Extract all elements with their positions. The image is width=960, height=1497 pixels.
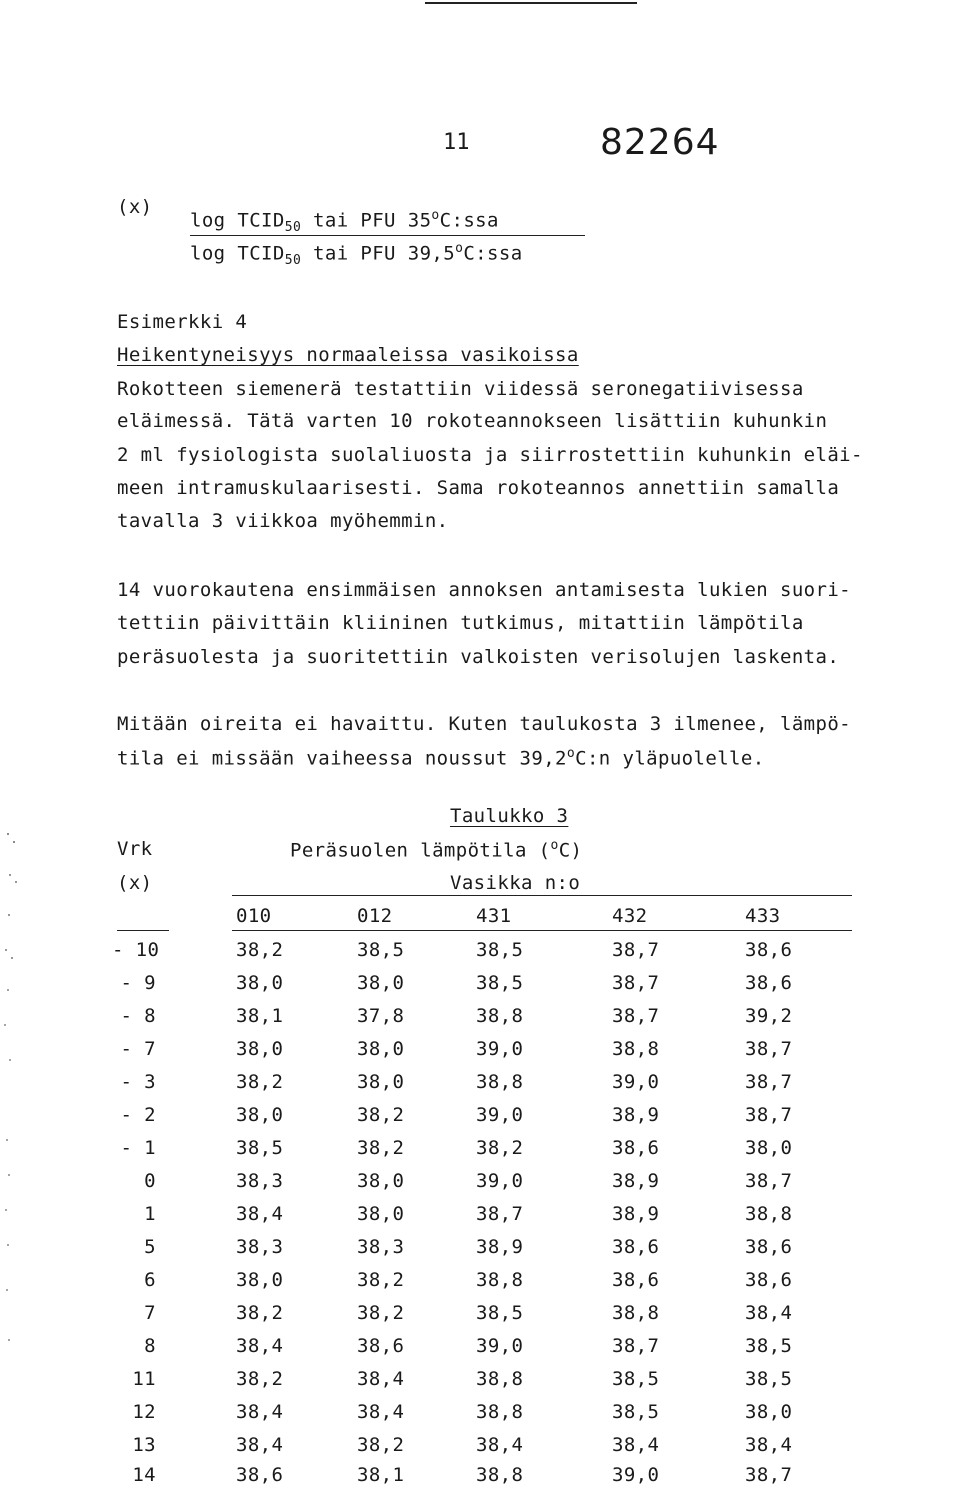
- table-row: [0, 1368, 960, 1401]
- temp-cell: 38,7: [476, 1203, 524, 1225]
- table-row: [0, 1302, 960, 1335]
- group-header-part: Peräsuolen lämpötila (: [290, 839, 551, 862]
- temp-cell: 38,7: [612, 972, 660, 994]
- temp-cell: 38,4: [357, 1368, 405, 1390]
- table-row: [0, 1269, 960, 1302]
- vrk-cell: 12: [132, 1401, 156, 1423]
- para3-line: Mitään oireita ei havaittu. Kuten taulukosta 3 ilmenee, lämpö-: [117, 713, 852, 735]
- calf-header: 012: [357, 905, 393, 927]
- temp-cell: 38,5: [476, 939, 524, 961]
- col-header-vrk: Vrk: [117, 838, 153, 860]
- para1-line: Rokotteen siemenerä testattiin viidessä seronegatiivisessa: [117, 378, 804, 400]
- group-header: [290, 838, 582, 861]
- temp-cell: 38,0: [357, 1170, 405, 1192]
- temp-cell: 38,3: [357, 1236, 405, 1258]
- temp-cell: 38,2: [357, 1434, 405, 1456]
- temp-cell: 38,0: [236, 1104, 284, 1126]
- table-row: [0, 972, 960, 1005]
- denominator-sub: 50: [284, 253, 302, 269]
- header-rule: [232, 895, 852, 896]
- temp-cell: 39,0: [476, 1038, 524, 1060]
- vrk-cell: - 8: [120, 1005, 156, 1027]
- temp-cell: 38,2: [357, 1269, 405, 1291]
- temp-cell: 38,8: [612, 1038, 660, 1060]
- para3-part: C:n yläpuolelle.: [575, 747, 765, 770]
- temp-cell: 39,0: [612, 1071, 660, 1093]
- temp-cell: 38,5: [476, 972, 524, 994]
- numerator-part: C:ssa: [439, 209, 499, 232]
- temp-cell: 38,5: [476, 1302, 524, 1324]
- vrk-cell: 8: [144, 1335, 156, 1357]
- temp-cell: 38,2: [236, 939, 284, 961]
- calf-header: 431: [476, 905, 512, 927]
- temp-cell: 38,7: [745, 1104, 793, 1126]
- temp-cell: 38,8: [476, 1401, 524, 1423]
- temp-cell: 38,5: [236, 1137, 284, 1159]
- temp-cell: 38,6: [612, 1269, 660, 1291]
- temp-cell: 38,0: [745, 1137, 793, 1159]
- table-row: [0, 1170, 960, 1203]
- temp-cell: 37,8: [357, 1005, 405, 1027]
- calf-header: 433: [745, 905, 781, 927]
- temp-cell: 38,2: [357, 1137, 405, 1159]
- calf-header: 010: [236, 905, 272, 927]
- vrk-cell: - 3: [120, 1071, 156, 1093]
- denominator-part: C:ssa: [463, 242, 523, 265]
- vrk-cell: - 1: [120, 1137, 156, 1159]
- temp-cell: 38,7: [612, 1335, 660, 1357]
- table-row: [0, 1236, 960, 1269]
- subgroup-header: Vasikka n:o: [450, 872, 581, 894]
- temp-cell: 39,0: [476, 1104, 524, 1126]
- temp-cell: 38,8: [745, 1203, 793, 1225]
- temp-cell: 38,7: [612, 939, 660, 961]
- temp-cell: 38,2: [236, 1071, 284, 1093]
- table-row: [0, 1464, 960, 1497]
- para1-line: 2 ml fysiologista suolaliuosta ja siirrostettiin kuhunkin eläi-: [117, 444, 863, 466]
- para2-line: peräsuolesta ja suoritettiin valkoisten verisolujen laskenta.: [117, 646, 840, 668]
- para3-line: [117, 746, 765, 769]
- vrk-cell: 13: [132, 1434, 156, 1456]
- temp-cell: 38,7: [745, 1071, 793, 1093]
- temp-cell: 38,5: [745, 1368, 793, 1390]
- temp-cell: 38,0: [236, 972, 284, 994]
- temp-cell: 38,6: [745, 1269, 793, 1291]
- denominator-sup: o: [455, 241, 464, 256]
- temp-cell: 38,6: [745, 1236, 793, 1258]
- temp-cell: 38,4: [357, 1401, 405, 1423]
- temp-cell: 38,0: [357, 1203, 405, 1225]
- temp-cell: 38,2: [357, 1302, 405, 1324]
- para2-line: 14 vuorokautena ensimmäisen annoksen antamisesta lukien suori-: [117, 579, 852, 601]
- denominator-part: tai PFU 39,5: [301, 242, 456, 265]
- temp-cell: 38,5: [745, 1335, 793, 1357]
- temp-cell: 38,1: [357, 1464, 405, 1486]
- numerator-sup: o: [431, 208, 440, 223]
- vrk-cell: - 7: [120, 1038, 156, 1060]
- vrk-cell: - 2: [120, 1104, 156, 1126]
- vrk-cell: 1: [144, 1203, 156, 1225]
- fraction-bar: [190, 235, 585, 236]
- temp-cell: 38,2: [357, 1104, 405, 1126]
- temp-cell: 38,4: [745, 1434, 793, 1456]
- temp-cell: 39,0: [476, 1170, 524, 1192]
- temp-cell: 38,8: [476, 1464, 524, 1486]
- temp-cell: 38,9: [612, 1203, 660, 1225]
- example-title: Esimerkki 4: [117, 311, 248, 333]
- vrk-cell: 0: [144, 1170, 156, 1192]
- fraction-denominator: [190, 241, 523, 268]
- temp-cell: 38,4: [612, 1434, 660, 1456]
- top-rule: [425, 2, 637, 4]
- temp-cell: 38,2: [476, 1137, 524, 1159]
- temp-cell: 38,7: [745, 1464, 793, 1486]
- temp-cell: 38,0: [236, 1269, 284, 1291]
- temp-cell: 38,6: [357, 1335, 405, 1357]
- numerator-part: log TCID: [190, 209, 285, 232]
- temp-cell: 38,0: [357, 1038, 405, 1060]
- denominator-part: log TCID: [190, 242, 285, 265]
- vrk-cell: - 10: [112, 939, 160, 961]
- temp-cell: 38,7: [745, 1038, 793, 1060]
- group-header-sup: o: [550, 838, 559, 853]
- para3-sup: o: [566, 746, 576, 761]
- calf-header: 432: [612, 905, 648, 927]
- para2-line: tettiin päivittäin kliininen tutkimus, mitattiin lämpötila: [117, 612, 804, 634]
- table-row: [0, 1434, 960, 1467]
- vrk-cell: 6: [144, 1269, 156, 1291]
- footnote-marker: (x): [117, 196, 153, 218]
- temp-cell: 38,7: [612, 1005, 660, 1027]
- temp-cell: 38,4: [236, 1203, 284, 1225]
- temp-cell: 38,0: [745, 1401, 793, 1423]
- temp-cell: 39,0: [612, 1464, 660, 1486]
- vrk-cell: 7: [144, 1302, 156, 1324]
- table-row: [0, 1104, 960, 1137]
- temp-cell: 38,1: [236, 1005, 284, 1027]
- para1-line: tavalla 3 viikkoa myöhemmin.: [117, 510, 449, 532]
- temp-cell: 38,4: [236, 1401, 284, 1423]
- vrk-cell: 11: [132, 1368, 156, 1390]
- vrk-cell: 5: [144, 1236, 156, 1258]
- temp-cell: 38,3: [236, 1170, 284, 1192]
- temp-cell: 38,8: [612, 1302, 660, 1324]
- document-number: 82264: [600, 122, 720, 163]
- temp-cell: 38,4: [236, 1434, 284, 1456]
- para1-line: eläimessä. Tätä varten 10 rokoteannokseen lisättiin kuhunkin: [117, 410, 828, 432]
- temp-cell: 38,6: [745, 972, 793, 994]
- temp-cell: 38,0: [357, 1071, 405, 1093]
- example-subtitle: Heikentyneisyys normaaleissa vasikoissa: [117, 344, 579, 366]
- calf-header-rule: [232, 930, 852, 931]
- numerator-part: tai PFU 35: [301, 209, 432, 232]
- vrk-cell: - 9: [120, 972, 156, 994]
- temp-cell: 38,8: [476, 1368, 524, 1390]
- para3-part: tila ei missään vaiheessa noussut 39,2: [117, 747, 567, 770]
- fraction-numerator: [190, 208, 499, 235]
- table-row: [0, 1203, 960, 1236]
- temp-cell: 38,8: [476, 1071, 524, 1093]
- vrk-header-rule: [117, 930, 169, 931]
- para1-line: meen intramuskulaarisesti. Sama rokoteannos annettiin samalla: [117, 477, 840, 499]
- page-number: 11: [443, 130, 470, 155]
- numerator-sub: 50: [284, 220, 302, 236]
- scan-speckles: [0, 820, 30, 1380]
- temp-cell: 38,4: [745, 1302, 793, 1324]
- temp-cell: 38,0: [236, 1038, 284, 1060]
- temp-cell: 38,8: [476, 1269, 524, 1291]
- temp-cell: 38,7: [745, 1170, 793, 1192]
- temp-cell: 38,4: [476, 1434, 524, 1456]
- temp-cell: 38,6: [612, 1236, 660, 1258]
- temp-cell: 38,2: [236, 1368, 284, 1390]
- temp-cell: 38,0: [357, 972, 405, 994]
- table-caption: Taulukko 3: [450, 805, 569, 827]
- temp-cell: 38,3: [236, 1236, 284, 1258]
- temp-cell: 38,9: [612, 1170, 660, 1192]
- temp-cell: 38,2: [236, 1302, 284, 1324]
- vrk-cell: 14: [132, 1464, 156, 1486]
- temp-cell: 39,0: [476, 1335, 524, 1357]
- table-row: [0, 1401, 960, 1434]
- temp-cell: 38,4: [236, 1335, 284, 1357]
- temp-cell: 38,5: [612, 1368, 660, 1390]
- temp-cell: 38,8: [476, 1005, 524, 1027]
- temp-cell: 38,6: [612, 1137, 660, 1159]
- table-row: [0, 939, 960, 972]
- temp-cell: 38,9: [612, 1104, 660, 1126]
- temp-cell: 38,6: [236, 1464, 284, 1486]
- table-row: [0, 1038, 960, 1071]
- group-header-part: C): [558, 839, 583, 862]
- temp-cell: 38,5: [357, 939, 405, 961]
- temp-cell: 38,6: [745, 939, 793, 961]
- col-header-vrk-note: (x): [117, 872, 153, 894]
- table-row: [0, 1335, 960, 1368]
- temp-cell: 38,5: [612, 1401, 660, 1423]
- table-row: [0, 1137, 960, 1170]
- table-row: [0, 1005, 960, 1038]
- temp-cell: 39,2: [745, 1005, 793, 1027]
- table-row: [0, 1071, 960, 1104]
- temp-cell: 38,9: [476, 1236, 524, 1258]
